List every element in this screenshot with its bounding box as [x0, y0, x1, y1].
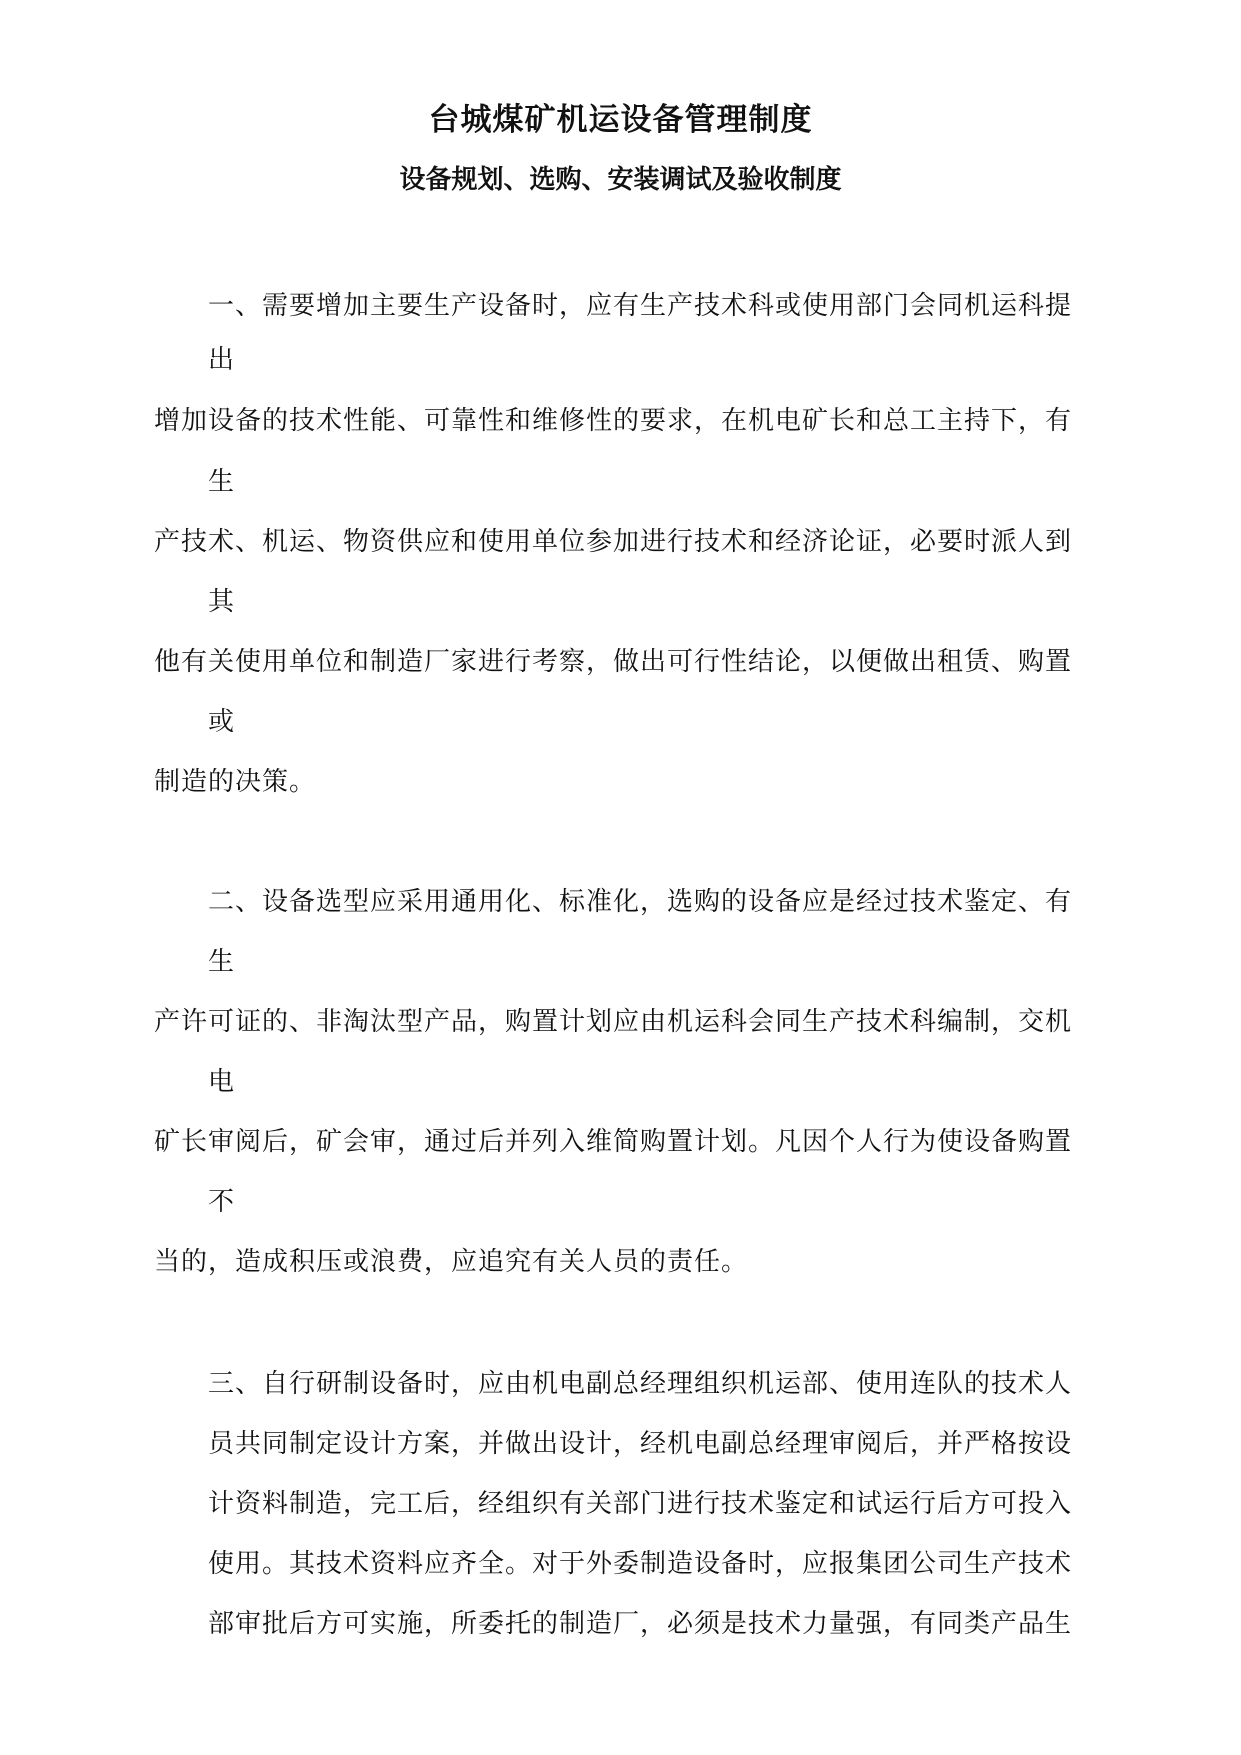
paragraph-line: 产技术、机运、物资供应和使用单位参加进行技术和经济论证，必要时派人到	[154, 527, 1073, 557]
paragraph-line: 生	[208, 947, 236, 977]
paragraph-line: 不	[208, 1187, 236, 1217]
paragraph-line: 他有关使用单位和制造厂家进行考察，做出可行性结论，以便做出租赁、购置	[154, 647, 1073, 677]
paragraph-line: 一、需要增加主要生产设备时，应有生产技术科或使用部门会同机运科提	[208, 291, 1073, 321]
paragraph-line: 生	[208, 467, 236, 497]
paragraph-line: 制造的决策。	[154, 767, 317, 797]
paragraph-line: 或	[208, 707, 236, 737]
paragraph-line: 员共同制定设计方案，并做出设计，经机电副总经理审阅后，并严格按设	[208, 1429, 1073, 1459]
paragraph-line: 部审批后方可实施，所委托的制造厂，必须是技术力量强，有同类产品生	[208, 1609, 1073, 1639]
paragraph-line: 电	[208, 1067, 236, 1097]
paragraph-line: 三、自行研制设备时，应由机电副总经理组织机运部、使用连队的技术人	[208, 1369, 1073, 1399]
paragraph-line: 增加设备的技术性能、可靠性和维修性的要求，在机电矿长和总工主持下，有	[154, 406, 1073, 436]
paragraph-line: 其	[208, 587, 236, 617]
paragraph-line: 计资料制造，完工后，经组织有关部门进行技术鉴定和试运行后方可投入	[208, 1489, 1073, 1519]
document-title: 台城煤矿机运设备管理制度	[428, 102, 813, 138]
paragraph-line: 当的，造成积压或浪费，应追究有关人员的责任。	[154, 1247, 749, 1277]
paragraph-line: 矿长审阅后，矿会审，通过后并列入维简购置计划。凡因个人行为使设备购置	[154, 1127, 1073, 1157]
paragraph-line: 产许可证的、非淘汰型产品，购置计划应由机运科会同生产技术科编制，交机	[154, 1007, 1073, 1037]
paragraph-line: 二、设备选型应采用通用化、标准化，选购的设备应是经过技术鉴定、有	[208, 887, 1073, 917]
paragraph-line: 出	[208, 345, 236, 375]
document-subtitle: 设备规划、选购、安装调试及验收制度	[399, 165, 842, 195]
paragraph-line: 使用。其技术资料应齐全。对于外委制造设备时，应报集团公司生产技术	[208, 1549, 1073, 1579]
